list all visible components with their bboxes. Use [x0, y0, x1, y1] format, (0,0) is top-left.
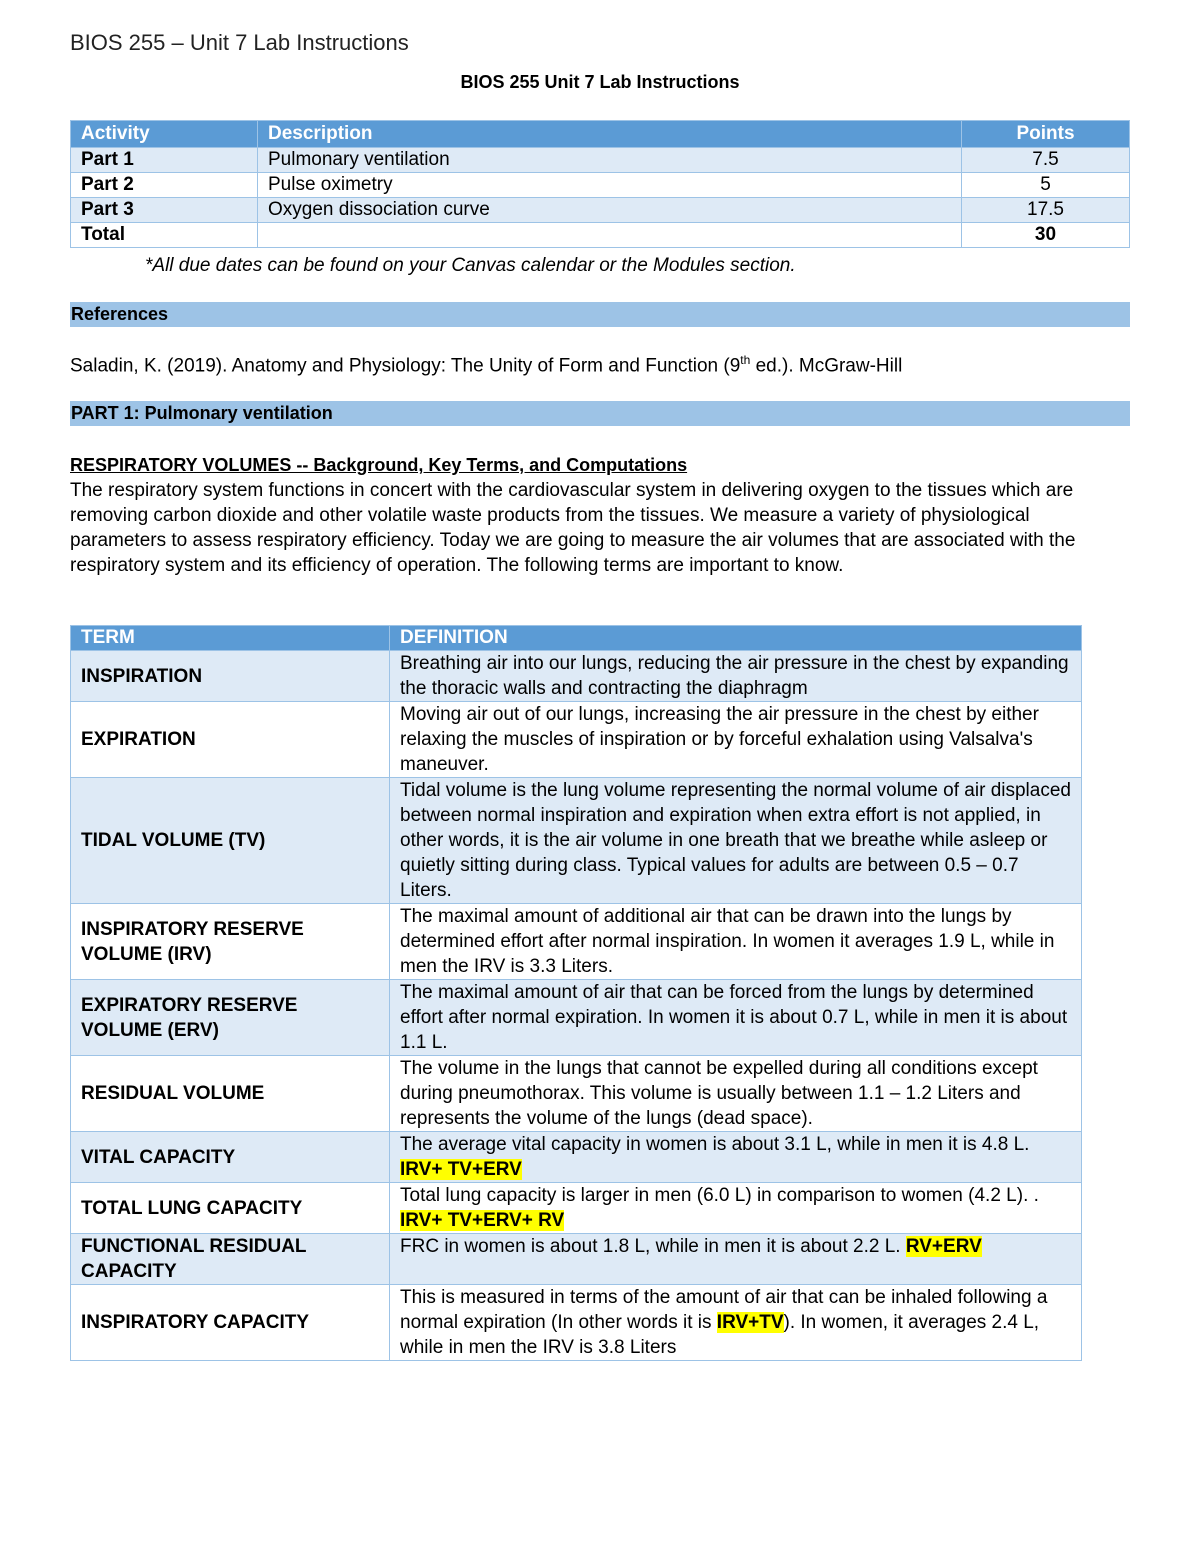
definition-cell: Breathing air into our lungs, reducing the air pressure in the chest by expanding the thoracic walls and contracting the diaphragm — [390, 651, 1082, 702]
activity-table — [70, 120, 1130, 248]
term-cell: TOTAL LUNG CAPACITY — [71, 1183, 390, 1234]
table-row — [71, 148, 1130, 173]
activity-cell: Part 3 — [71, 198, 258, 223]
formula-highlight: RV+ERV — [905, 1236, 982, 1257]
terms-table — [70, 625, 1082, 1361]
terms-table-header — [71, 626, 1082, 651]
activity-cell: Part 1 — [71, 148, 258, 173]
definition-text: This is measured in terms of the amount of air that can be inhaled following a normal expiration (In other words it is — [400, 1287, 1048, 1333]
due-dates-note: *All due dates can be found on your Canvas calendar or the Modules section. — [145, 255, 796, 276]
table-row — [71, 1056, 1082, 1132]
definition-cell: The maximal amount of air that can be forced from the lungs by determined effort after normal expiration. In women it is about 0.7 L, while in men it is about 1.1 L. — [390, 980, 1082, 1056]
citation-text-end: ed.). McGraw-Hill — [750, 355, 903, 377]
activity-table-header — [71, 121, 1130, 148]
total-row — [71, 223, 1130, 248]
intro-paragraph: The respiratory system functions in concert with the cardiovascular system in delivering oxygen to the tissues which are removing carbon dioxide and other volatile waste products from the tissues. We measure a variety of physiological parameters to assess respiratory efficiency. Today we are going to measure the air volumes that are associated with the respiratory system and its efficiency of operation. The following terms are important to know. — [70, 480, 1076, 576]
definition-cell — [390, 1132, 1082, 1183]
term-cell: TIDAL VOLUME (TV) — [71, 778, 390, 904]
description-cell: Pulmonary ventilation — [258, 148, 962, 173]
running-header: BIOS 255 – Unit 7 Lab Instructions — [70, 30, 409, 55]
col-definition: DEFINITION — [390, 626, 1082, 651]
term-cell: EXPIRATORY RESERVE VOLUME (ERV) — [71, 980, 390, 1056]
definition-cell — [390, 1234, 1082, 1285]
col-points: Points — [962, 121, 1130, 148]
term-cell: FUNCTIONAL RESIDUAL CAPACITY — [71, 1234, 390, 1285]
col-term: TERM — [71, 626, 390, 651]
table-row — [71, 778, 1082, 904]
definition-cell — [390, 1183, 1082, 1234]
term-cell: RESIDUAL VOLUME — [71, 1056, 390, 1132]
citation-superscript: th — [740, 353, 751, 367]
points-cell: 17.5 — [962, 198, 1130, 223]
table-row — [71, 1132, 1082, 1183]
term-cell: EXPIRATION — [71, 702, 390, 778]
points-cell: 5 — [962, 173, 1130, 198]
table-row — [71, 198, 1130, 223]
term-cell: INSPIRATORY CAPACITY — [71, 1285, 390, 1361]
definition-cell — [390, 1285, 1082, 1361]
table-row — [71, 1234, 1082, 1285]
table-row — [71, 651, 1082, 702]
part1-heading-text: PART 1: Pulmonary ventilation — [71, 403, 333, 423]
points-cell: 30 — [962, 223, 1130, 248]
col-activity: Activity — [71, 121, 258, 148]
activity-cell: Total — [71, 223, 258, 248]
definition-cell: Tidal volume is the lung volume representing the normal volume of air displaced between normal inspiration and expiration when extra effort is not applied, in other words, it is the air volume in one breath that we breathe while asleep or quietly sitting during class. Typical values for adults are between 0.5 – 0.7 Liters. — [390, 778, 1082, 904]
table-row — [71, 1285, 1082, 1361]
formula-highlight: IRV+TV — [716, 1312, 784, 1333]
description-cell — [258, 223, 962, 248]
term-cell: VITAL CAPACITY — [71, 1132, 390, 1183]
term-cell: INSPIRATION — [71, 651, 390, 702]
formula-highlight: IRV+ TV+ERV — [400, 1159, 522, 1180]
description-cell: Pulse oximetry — [258, 173, 962, 198]
table-row — [71, 904, 1082, 980]
formula-highlight: IRV+ TV+ERV+ RV — [400, 1210, 565, 1231]
definition-text: Total lung capacity is larger in men (6.0 L) in comparison to women (4.2 L). . — [400, 1185, 1039, 1206]
points-cell: 7.5 — [962, 148, 1130, 173]
col-description: Description — [258, 121, 962, 148]
definition-text: FRC in women is about 1.8 L, while in men it is about 2.2 L. — [400, 1236, 906, 1257]
description-cell: Oxygen dissociation curve — [258, 198, 962, 223]
respiratory-volumes-subheading: RESPIRATORY VOLUMES -- Background, Key Terms, and Computations — [70, 455, 688, 475]
table-row — [71, 702, 1082, 778]
definition-cell: Moving air out of our lungs, increasing the air pressure in the chest by either relaxing the muscles of inspiration or by forceful exhalation using Valsalva's maneuver. — [390, 702, 1082, 778]
table-row — [71, 980, 1082, 1056]
document-title: BIOS 255 Unit 7 Lab Instructions — [460, 72, 740, 92]
definition-cell: The volume in the lungs that cannot be expelled during all conditions except during pneumothorax. This volume is usually between 1.1 – 1.2 Liters and represents the volume of the lungs (dead space). — [390, 1056, 1082, 1132]
reference-citation — [70, 353, 902, 377]
term-cell: INSPIRATORY RESERVE VOLUME (IRV) — [71, 904, 390, 980]
references-heading — [70, 302, 1130, 327]
citation-text: Saladin, K. (2019). Anatomy and Physiology: The Unity of Form and Function (9 — [70, 355, 741, 377]
activity-cell: Part 2 — [71, 173, 258, 198]
definition-cell: The maximal amount of additional air that can be drawn into the lungs by determined effort after normal inspiration. In women it averages 1.9 L, while in men the IRV is 3.3 Liters. — [390, 904, 1082, 980]
definition-text-end: ). In women, it averages 2.4 L, while in men the IRV is 3.8 Liters — [400, 1312, 1040, 1358]
part1-heading — [70, 401, 1130, 426]
table-row — [71, 173, 1130, 198]
definition-text: The average vital capacity in women is about 3.1 L, while in men it is 4.8 L. — [400, 1134, 1030, 1155]
references-heading-text: References — [71, 304, 169, 324]
table-row — [71, 1183, 1082, 1234]
